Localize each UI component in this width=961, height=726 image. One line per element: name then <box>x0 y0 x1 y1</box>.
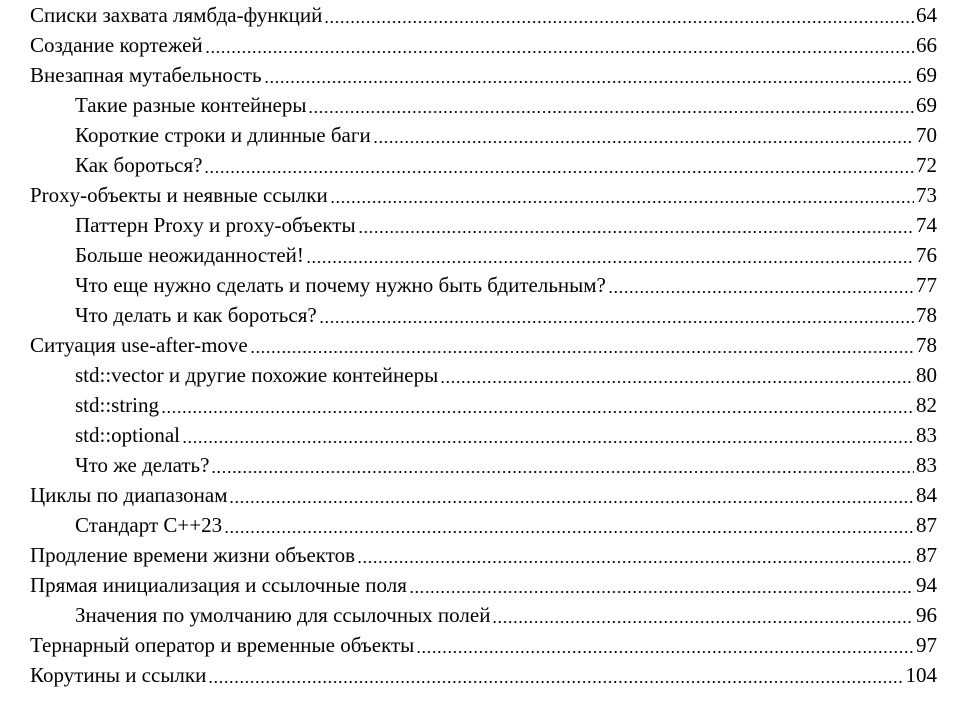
toc-entry-page: 77 <box>916 273 937 297</box>
toc-entry[interactable] <box>30 480 937 510</box>
toc-subentry[interactable] <box>30 240 937 270</box>
dot-leader <box>264 81 914 82</box>
dot-leader <box>330 201 914 202</box>
toc-entry-title: Такие разные контейнеры <box>75 93 307 117</box>
dot-leader <box>306 261 914 262</box>
toc-entry-title: Что же делать? <box>75 453 210 477</box>
toc-entry-title: Паттерн Proxy и proxy-объекты <box>75 213 356 237</box>
toc-entry[interactable] <box>30 30 937 60</box>
dot-leader <box>492 621 914 622</box>
toc-subentry[interactable] <box>30 270 937 300</box>
toc-entry-page: 96 <box>916 603 937 627</box>
dot-leader <box>409 591 914 592</box>
toc-entry-page: 83 <box>916 423 937 447</box>
toc-subentry[interactable] <box>30 390 937 420</box>
toc-entry[interactable] <box>30 60 937 90</box>
dot-leader <box>324 21 914 22</box>
toc-entry-page: 104 <box>905 663 937 687</box>
toc-entry-title: std::optional <box>75 423 180 447</box>
toc-entry-title: Внезапная мутабельность <box>30 63 262 87</box>
toc-entry-title: Proxy-объекты и неявные ссылки <box>30 183 328 207</box>
toc-entry-page: 70 <box>916 123 937 147</box>
toc-entry-title: Значения по умолчанию для ссылочных полей <box>75 603 491 627</box>
toc-entry[interactable] <box>30 570 937 600</box>
toc-subentry[interactable] <box>30 420 937 450</box>
dot-leader <box>224 531 914 532</box>
toc-entry-page: 82 <box>916 393 937 417</box>
toc-entry-page: 64 <box>916 3 937 27</box>
toc-entry-title: Больше неожиданностей! <box>75 243 304 267</box>
toc-entry-title: Циклы по диапазонам <box>30 483 228 507</box>
dot-leader <box>319 321 914 322</box>
dot-leader <box>358 231 914 232</box>
toc-subentry[interactable] <box>30 300 937 330</box>
toc-entry[interactable] <box>30 630 937 660</box>
table-of-contents <box>30 0 937 690</box>
toc-entry-page: 83 <box>916 453 937 477</box>
toc-entry-title: std::string <box>75 393 160 417</box>
toc-entry-title: Списки захвата лямбда-функций <box>30 3 323 27</box>
toc-entry-page: 84 <box>916 483 937 507</box>
toc-entry-page: 69 <box>916 93 937 117</box>
toc-entry[interactable] <box>30 330 937 360</box>
toc-entry-page: 94 <box>916 573 937 597</box>
toc-entry[interactable] <box>30 540 937 570</box>
dot-leader <box>357 561 914 562</box>
dot-leader <box>208 681 903 682</box>
toc-entry-title: Как бороться? <box>75 153 203 177</box>
dot-leader <box>205 51 914 52</box>
toc-entry-title: Ситуация use-after-move <box>30 333 248 357</box>
toc-subentry[interactable] <box>30 150 937 180</box>
toc-subentry[interactable] <box>30 360 937 390</box>
toc-entry[interactable] <box>30 660 937 690</box>
toc-entry-page: 73 <box>916 183 937 207</box>
toc-entry-title: Что еще нужно сделать и почему нужно быть бдительным? <box>75 273 606 297</box>
dot-leader <box>308 111 914 112</box>
toc-entry-page: 74 <box>916 213 937 237</box>
toc-entry-title: Короткие строки и длинные баги <box>75 123 371 147</box>
dot-leader <box>608 291 914 292</box>
toc-subentry[interactable] <box>30 210 937 240</box>
toc-entry-title: Стандарт C++23 <box>75 513 223 537</box>
toc-subentry[interactable] <box>30 600 937 630</box>
dot-leader <box>373 141 914 142</box>
toc-subentry[interactable] <box>30 450 937 480</box>
toc-entry-page: 72 <box>916 153 937 177</box>
toc-entry-page: 76 <box>916 243 937 267</box>
dot-leader <box>211 471 914 472</box>
toc-entry-title: Корутины и ссылки <box>30 663 207 687</box>
dot-leader <box>204 171 914 172</box>
toc-entry-page: 78 <box>916 303 937 327</box>
toc-entry-title: Тернарный оператор и временные объекты <box>30 633 415 657</box>
toc-subentry[interactable] <box>30 120 937 150</box>
toc-entry-title: Что делать и как бороться? <box>75 303 317 327</box>
toc-entry-title: std::vector и другие похожие контейнеры <box>75 363 439 387</box>
dot-leader <box>161 411 914 412</box>
toc-entry[interactable] <box>30 0 937 30</box>
toc-subentry[interactable] <box>30 90 937 120</box>
toc-entry-page: 80 <box>916 363 937 387</box>
toc-entry-page: 78 <box>916 333 937 357</box>
toc-subentry[interactable] <box>30 510 937 540</box>
dot-leader <box>440 381 914 382</box>
toc-entry[interactable] <box>30 180 937 210</box>
toc-entry-title: Продление времени жизни объектов <box>30 543 356 567</box>
toc-entry-page: 66 <box>916 33 937 57</box>
toc-entry-title: Создание кортежей <box>30 33 203 57</box>
dot-leader <box>182 441 914 442</box>
toc-entry-page: 97 <box>916 633 937 657</box>
toc-entry-page: 87 <box>916 543 937 567</box>
toc-entry-page: 69 <box>916 63 937 87</box>
toc-entry-title: Прямая инициализация и ссылочные поля <box>30 573 407 597</box>
toc-entry-page: 87 <box>916 513 937 537</box>
dot-leader <box>229 501 914 502</box>
dot-leader <box>250 351 914 352</box>
dot-leader <box>416 651 914 652</box>
